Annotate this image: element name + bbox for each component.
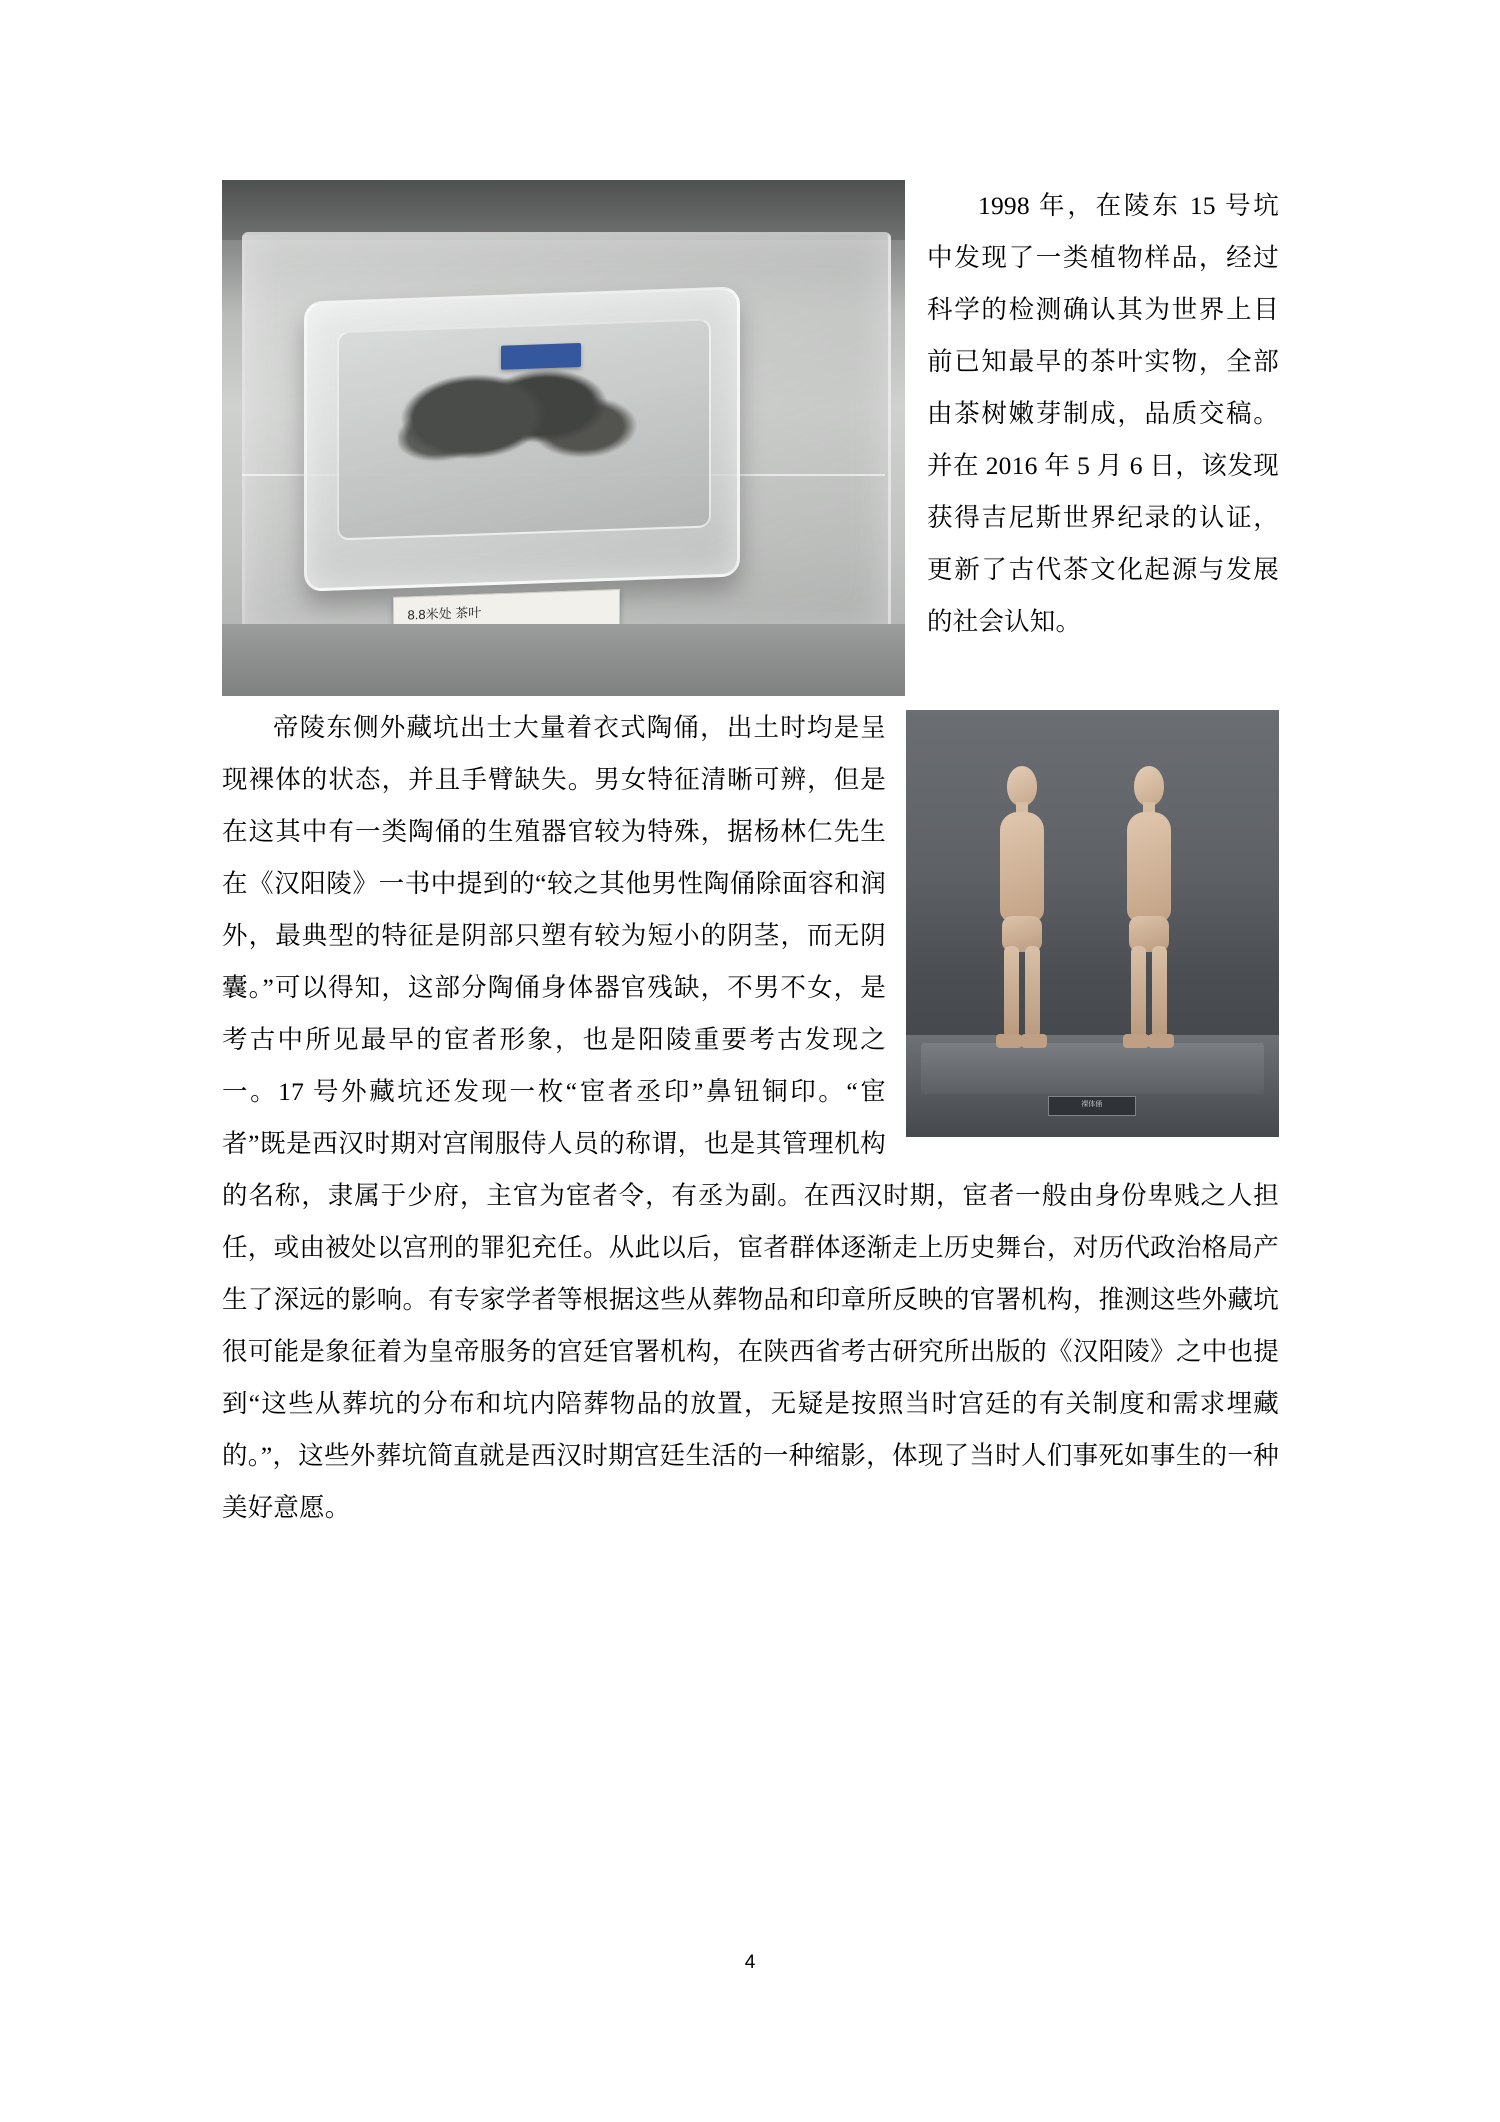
figure-tea-leaf-display-case	[222, 180, 905, 696]
tea-leaf-specimen	[398, 359, 650, 480]
figurine-leg-left-2	[1025, 946, 1040, 1038]
figure-pottery-figurines	[906, 710, 1279, 1137]
specimen-label-text: 8.8米处 茶叶	[407, 605, 481, 623]
pottery-figurine-left	[988, 766, 1056, 1056]
figurine-foot-left-1	[996, 1034, 1022, 1048]
figurine-torso-right	[1127, 812, 1171, 922]
figurine-leg-right-2	[1152, 946, 1167, 1038]
figurine-head-left	[1007, 766, 1037, 806]
exhibit-caption-text: 裸体俑	[1081, 1100, 1103, 1108]
figurine-foot-right-1	[1123, 1034, 1149, 1048]
acrylic-tray	[304, 286, 740, 591]
figurine-torso-left	[1000, 812, 1044, 922]
page-content	[222, 180, 1279, 1534]
figurine-leg-left-1	[1004, 946, 1019, 1038]
figurine-head-right	[1134, 766, 1164, 806]
blue-marker-label	[501, 343, 581, 370]
display-case-base	[222, 624, 905, 696]
figurine-foot-right-2	[1148, 1034, 1174, 1048]
figurine-leg-right-1	[1131, 946, 1146, 1038]
paragraph-eunuch-figurines: 帝陵东侧外藏坑出士大量着衣式陶俑，出土时均是呈现裸体的状态，并且手臂缺失。男女特征清晰可辨，但是在这其中有一类陶俑的生殖器官较为特殊，据杨林仁先生在《汉阳陵》一书中提到的“较之其他男性陶俑除面容和润外，最典型的特征是阴部只塑有较为短小的阴茎，而无阴囊。”可以得知，这部分陶俑身体器官残缺，不男不女，是考古中所见最早的宦者形象，也是阳陵重要考古发现之一。17 号外藏坑还发现一枚“宦者丞印”鼻钮铜印。“宦者”既是西汉时期对宫闱服侍人员的称谓，也是其管理机构的名称，隶属于少府，主官为宦者令，有丞为副。在西汉时期，宦者一般由身份卑贱之人担任，或由被处以宫刑的罪犯充任。从此以后，宦者群体逐渐走上历史舞台，对历代政治格局产生了深远的影响。有专家学者等根据这些从葬物品和印章所反映的官署机构，推测这些外藏坑很可能是象征着为皇帝服务的宫廷官署机构，在陕西省考古研究所出版的《汉阳陵》之中也提到“这些从葬坑的分布和坑内陪葬物品的放置，无疑是按照当时宫廷的有关制度和需求埋藏的。”，这些外葬坑简直就是西汉时期宫廷生活的一种缩影，体现了当时人们事死如事生的一种美好意愿。	[222, 713, 1279, 1522]
pottery-figurine-right	[1115, 766, 1183, 1056]
paragraph-tea-discovery: 1998 年，在陵东 15 号坑中发现了一类植物样品，经过科学的检测确认其为世界上目前已知最早的茶叶实物，全部由茶树嫩芽制成，品质交稿。并在 2016 年 5 月 6 日，该发现获得吉尼斯世界纪录的认证，更新了古代茶文化起源与发展的社会认知。	[927, 191, 1279, 636]
figurine-foot-left-2	[1021, 1034, 1047, 1048]
exhibit-plinth	[921, 1043, 1264, 1094]
exhibit-caption-plate	[1048, 1096, 1136, 1116]
page-number: 4	[744, 1952, 756, 1973]
